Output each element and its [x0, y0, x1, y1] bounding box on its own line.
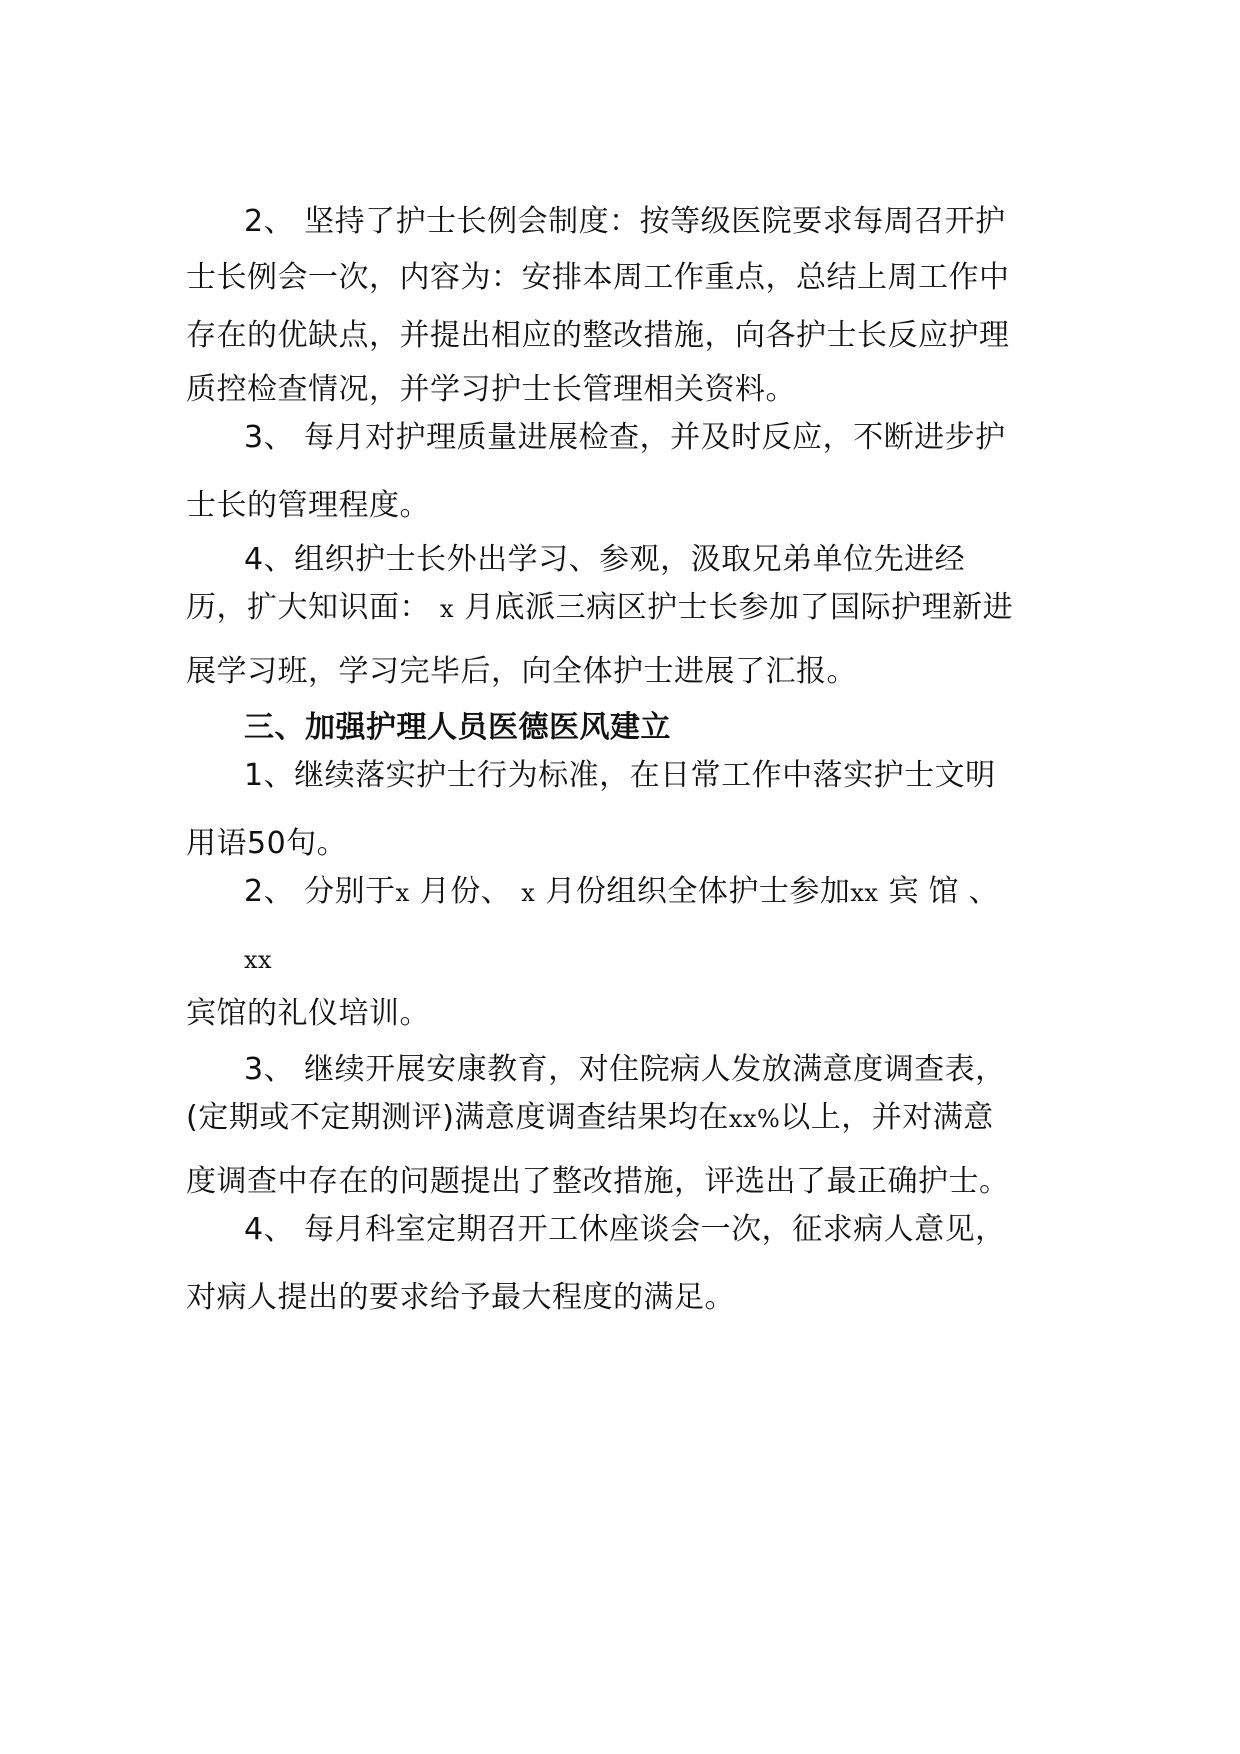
section-heading: 三、加强护理人员医德医风建立	[244, 710, 671, 745]
p5-line1-text-d: 宾馆、	[888, 874, 1009, 909]
p5-line1-placeholder-xx: xx	[850, 879, 879, 907]
p4-line1: 1、继续落实护士行为标准，在日常工作中落实护士文明	[244, 758, 996, 793]
p7-line2: 对病人提出的要求给予最大程度的满足。	[186, 1280, 735, 1315]
p1-line1: 2、 坚持了护士长例会制度：按等级医院要求每周召开护	[244, 204, 1006, 239]
p6-line2-text-a: (定期或不定期测评)满意度调查结果均在	[186, 1100, 729, 1135]
p3-line2	[186, 588, 1013, 629]
p5-line1	[244, 872, 1008, 913]
p5-line1-text-b: 月份、	[419, 874, 512, 909]
p1-line2: 士长例会一次，内容为：安排本周工作重点，总结上周工作中	[186, 260, 1010, 295]
p7-line1: 4、 每月科室定期召开工休座谈会一次，征求病人意见，	[244, 1212, 1006, 1247]
p6-line2-text-b: 以上，并对满意	[780, 1100, 994, 1135]
p5-line1-text-a: 2、 分别于	[244, 874, 396, 909]
p5-line1-placeholder-x2: x	[521, 879, 536, 907]
p5-line2-placeholder-xx: xx	[244, 946, 273, 974]
p3-line3: 展学习班，学习完毕后，向全体护士进展了汇报。	[186, 654, 857, 689]
p3-line2-text-a: 历，扩大知识面：	[186, 590, 430, 625]
p5-line3: 宾馆的礼仪培训。	[186, 996, 430, 1031]
p6-line3: 度调查中存在的问题提出了整改措施，评选出了最正确护士。	[186, 1164, 1010, 1199]
p3-line2-text-b: 月底派三病区护士长参加了国际护理新进	[464, 590, 1014, 625]
p1-line3: 存在的优缺点，并提出相应的整改措施，向各护士长反应护理	[186, 318, 1010, 353]
p1-line4: 质控检查情况，并学习护士长管理相关资料。	[186, 372, 796, 407]
p5-line1-placeholder-x1: x	[395, 879, 410, 907]
p6-line1: 3、 继续开展安康教育，对住院病人发放满意度调查表，	[244, 1052, 1006, 1087]
p3-line2-placeholder-x: x	[440, 595, 455, 623]
p4-line2: 用语50句。	[186, 826, 348, 861]
p3-line1: 4、组织护士长外出学习、参观，汲取兄弟单位先进经	[244, 542, 966, 577]
p5-line1-text-c: 月份组织全体护士参加	[545, 874, 851, 909]
p6-line2-placeholder-xx: xx%	[728, 1105, 781, 1133]
p2-line1: 3、 每月对护理质量进展检查，并及时反应，不断进步护	[244, 420, 1006, 455]
p6-line2	[186, 1098, 994, 1139]
p2-line2: 士长的管理程度。	[186, 488, 430, 523]
